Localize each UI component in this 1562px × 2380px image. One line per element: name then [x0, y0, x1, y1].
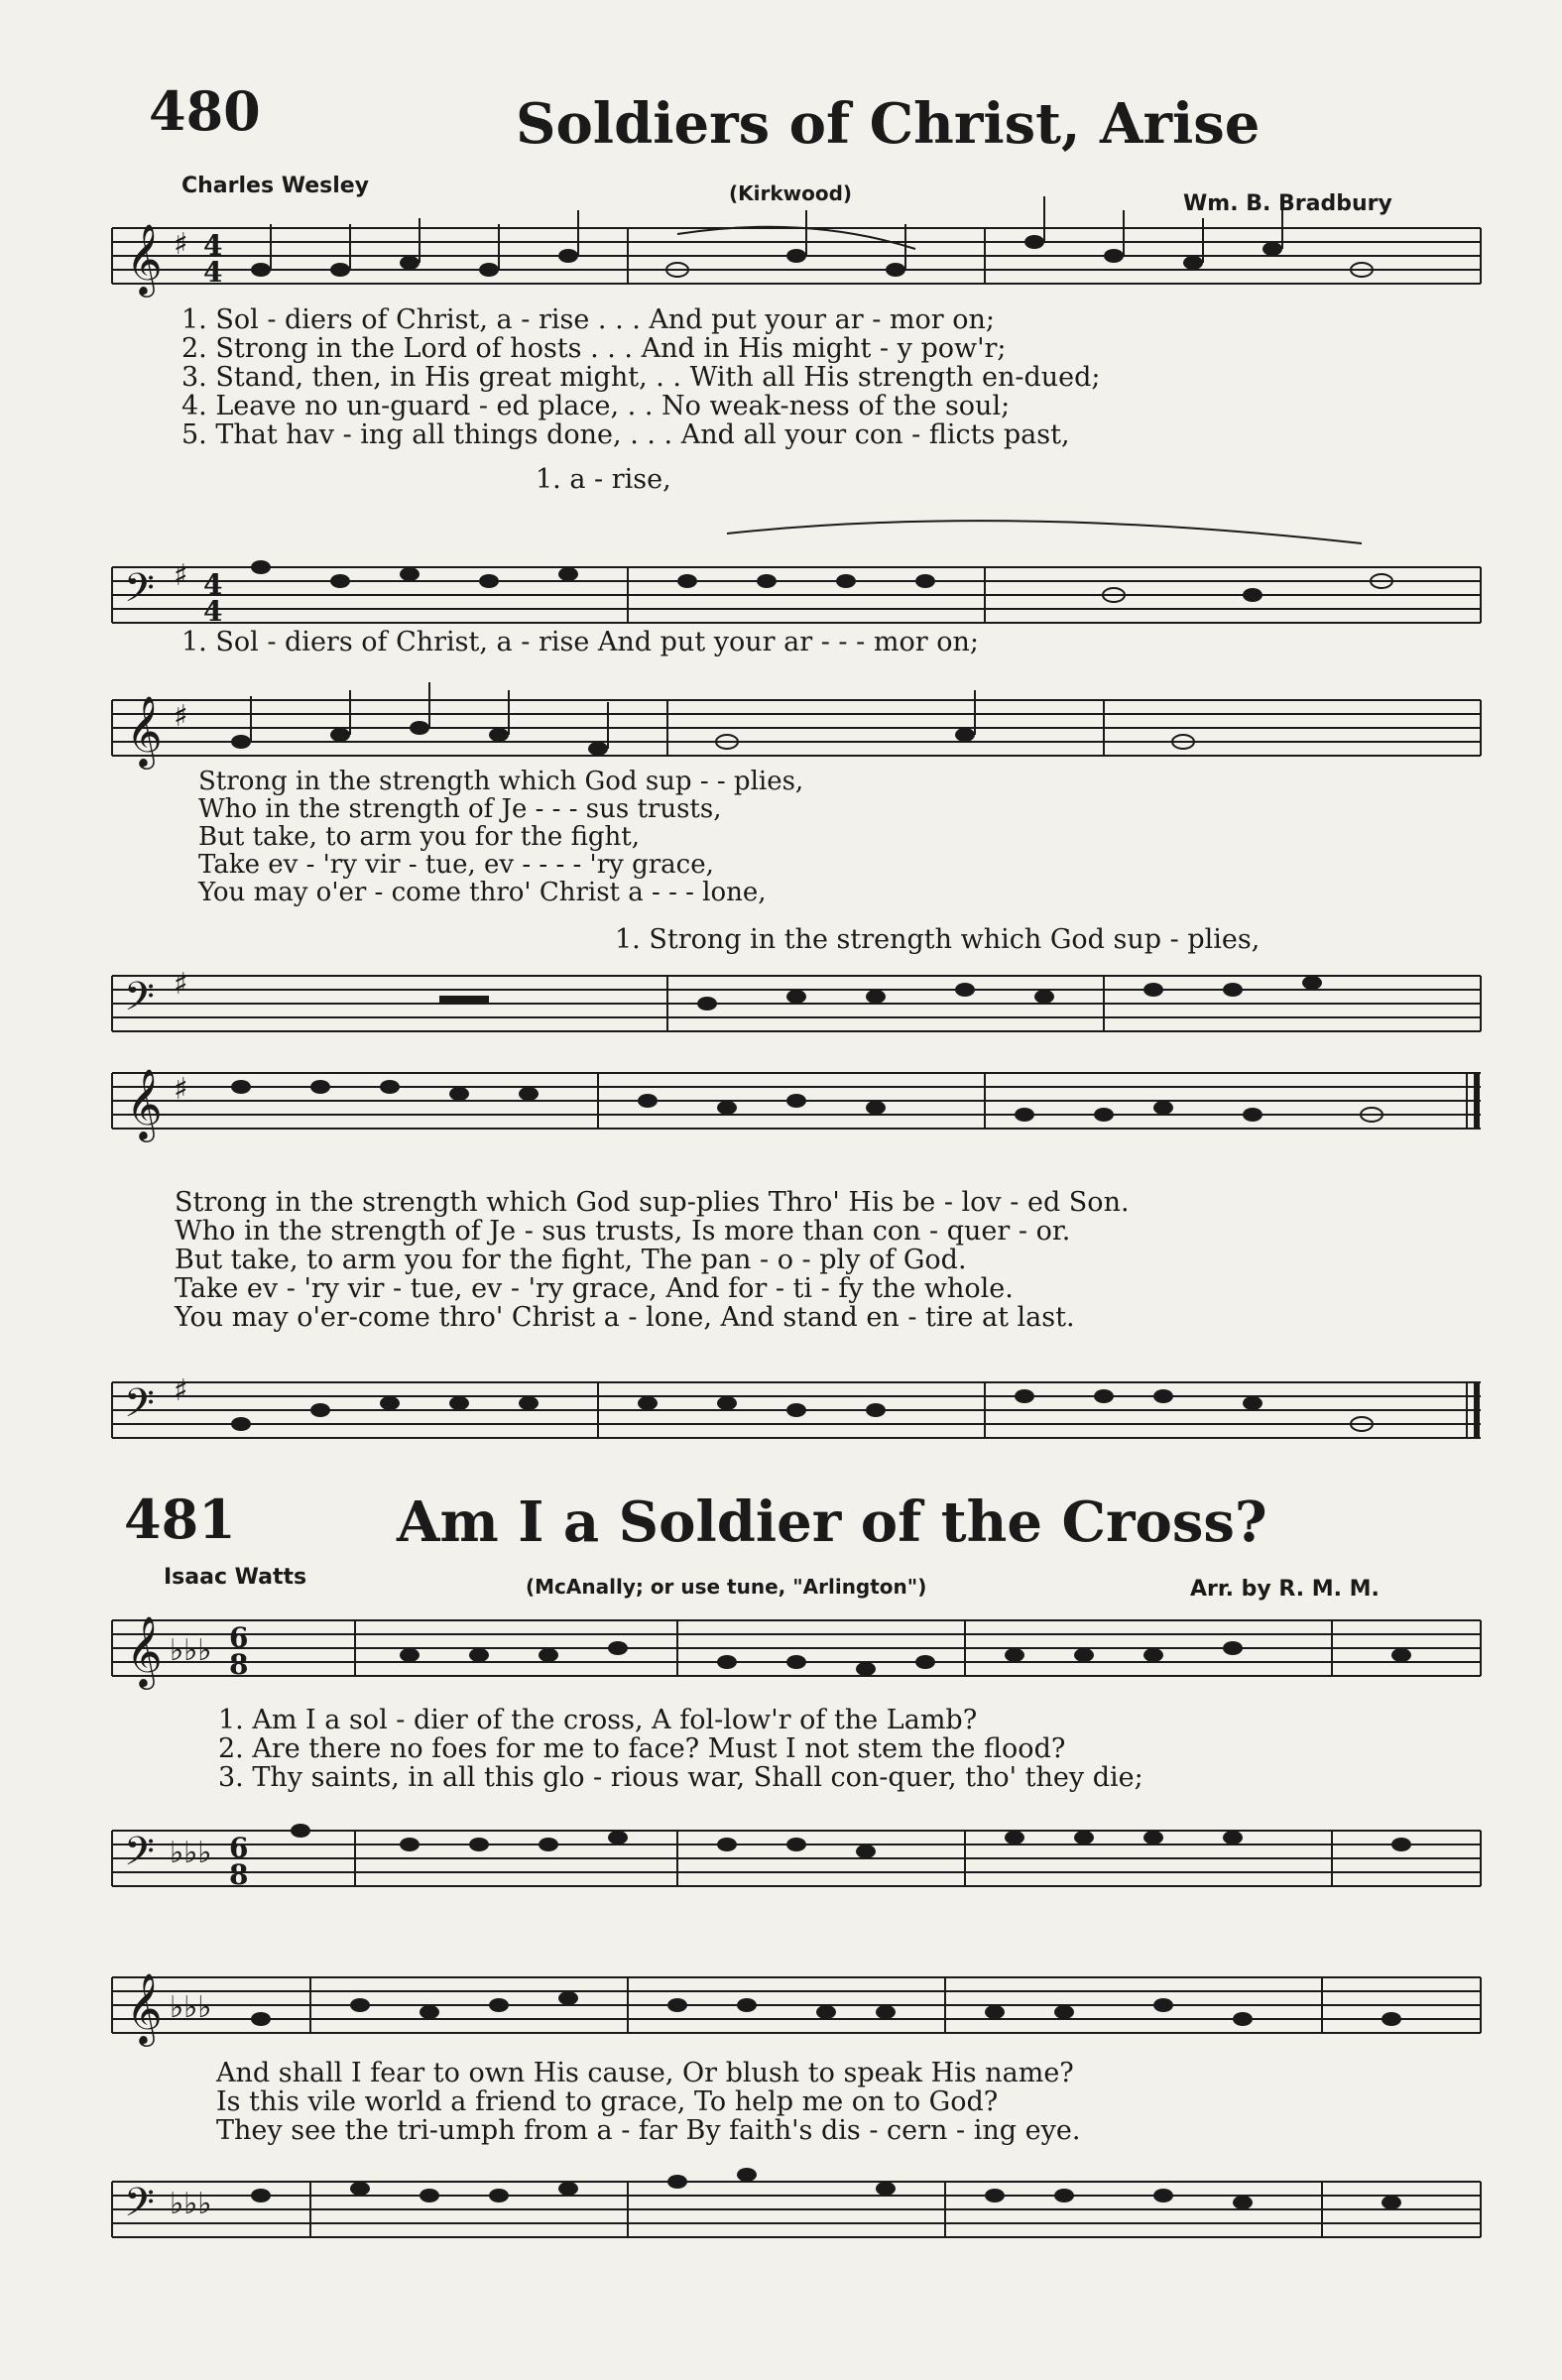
svg-text:♭♭♭: ♭♭♭	[170, 1633, 212, 1668]
verse-line: They see the tri-umph from a - far By faith's dis - cern - ing eye.	[216, 2115, 1081, 2146]
verse-line: Take ev - 'ry vir - tue, ev - - - - 'ry grace,	[198, 850, 714, 880]
lyricist-credit: Charles Wesley	[181, 174, 370, 198]
svg-text:𝄢: 𝄢	[124, 974, 155, 1029]
svg-text:♯: ♯	[174, 699, 188, 734]
treble-staff	[112, 1067, 1481, 1139]
verse-lyrics	[175, 1188, 1130, 1332]
bass-staff	[112, 1827, 1481, 1890]
svg-text:♭♭♭: ♭♭♭	[170, 1836, 212, 1870]
svg-text:𝄞: 𝄞	[126, 1614, 163, 1687]
hymn-title: Am I a Soldier of the Cross?	[397, 1489, 1267, 1555]
svg-text:𝄞: 𝄞	[126, 222, 163, 295]
svg-text:6: 6	[229, 1621, 249, 1654]
verse-line: Who in the strength of Je - sus trusts, Is more than con - quer - or.	[175, 1216, 1071, 1247]
tune-name: (McAnally; or use tune, "Arlington")	[526, 1575, 927, 1599]
verse-line: Take ev - 'ry vir - tue, ev - 'ry grace, And for - ti - fy the whole.	[175, 1273, 1014, 1304]
svg-text:4: 4	[203, 595, 223, 628]
composer-credit: Wm. B. Bradbury	[1183, 191, 1392, 216]
treble-staff	[112, 222, 1481, 295]
treble-staff	[112, 1971, 1481, 2044]
verse-line: 3. Thy saints, in all this glo - rious war, Shall con-quer, tho' they die;	[218, 1762, 1143, 1793]
svg-text:♯: ♯	[174, 967, 188, 1002]
verse-line: And shall I fear to own His cause, Or blush to speak His name?	[216, 2058, 1074, 2088]
verse-line: 2. Are there no foes for me to face? Must I not stem the flood?	[218, 1733, 1066, 1764]
tune-name: (Kirkwood)	[729, 181, 853, 205]
arranger-credit: Arr. by R. M. M.	[1190, 1577, 1380, 1602]
svg-text:6: 6	[229, 1832, 249, 1864]
svg-text:♭♭♭: ♭♭♭	[170, 1990, 212, 2025]
verse-lyrics	[198, 768, 803, 906]
hymn-number: 480	[149, 79, 261, 143]
svg-text:𝄢: 𝄢	[124, 565, 155, 621]
verse-lyrics	[181, 305, 1101, 449]
verse-line: 4. Leave no un-guard - ed place, . . No weak-ness of the soul;	[181, 391, 1011, 421]
verse-line: You may o'er-come thro' Christ a - lone, And stand en - tire at last.	[175, 1302, 1075, 1333]
verse-line: You may o'er - come thro' Christ a - - - lone,	[198, 878, 767, 907]
verse-line: Strong in the strength which God sup - - plies,	[198, 767, 804, 796]
svg-text:𝄢: 𝄢	[124, 1380, 155, 1436]
bass-staff	[112, 2178, 1481, 2241]
verse-line: Strong in the strength which God sup-plies Thro' His be - lov - ed Son.	[175, 1187, 1130, 1218]
svg-text:♭♭♭: ♭♭♭	[170, 2187, 212, 2221]
verse-line: 1. Am I a sol - dier of the cross, A fol-low'r of the Lamb?	[218, 1705, 978, 1735]
verse-line: 1. Sol - diers of Christ, a - rise . . . And put your ar - mor on;	[181, 304, 996, 335]
verse-line: Is this vile world a friend to grace, To help me on to God?	[216, 2086, 999, 2117]
svg-text:4: 4	[203, 568, 223, 601]
verse-line: 2. Strong in the Lord of hosts . . . And in His might - y pow'r;	[181, 333, 1007, 364]
bass-cue-lyric: 1. a - rise,	[536, 464, 671, 495]
svg-text:𝄢: 𝄢	[124, 1829, 155, 1884]
svg-text:𝄞: 𝄞	[126, 694, 163, 767]
verse-line: 5. That hav - ing all things done, . . . And all your con - flicts past,	[181, 419, 1070, 450]
hymn-number: 481	[124, 1488, 236, 1551]
svg-text:♯: ♯	[174, 1072, 188, 1107]
verse-lyrics	[216, 2059, 1080, 2145]
svg-text:4: 4	[203, 229, 223, 262]
svg-text:4: 4	[203, 256, 223, 289]
bass-staff	[112, 967, 1481, 1035]
bass-staff	[112, 1373, 1481, 1442]
bass-staff	[112, 558, 1481, 628]
under-bass-lyric: 1. Sol - diers of Christ, a - rise And put your ar - - - mor on;	[181, 627, 979, 657]
svg-text:♯: ♯	[174, 558, 188, 593]
verse-line: 3. Stand, then, in His great might, . . With all His strength en-dued;	[181, 362, 1101, 393]
svg-text:♯: ♯	[174, 1373, 188, 1408]
svg-text:𝄢: 𝄢	[124, 2180, 155, 2235]
svg-text:𝄞: 𝄞	[126, 1067, 163, 1139]
lyricist-credit: Isaac Watts	[164, 1565, 307, 1590]
treble-staff	[112, 694, 1481, 767]
svg-text:8: 8	[229, 1648, 249, 1681]
svg-text:𝄞: 𝄞	[126, 1971, 163, 2044]
verse-lyrics	[218, 1706, 1143, 1792]
svg-text:♯: ♯	[174, 227, 188, 262]
verse-line: Who in the strength of Je - - - sus trusts,	[198, 794, 722, 824]
bass-cue-lyric: 1. Strong in the strength which God sup - plies,	[615, 924, 1261, 955]
treble-staff	[112, 1614, 1481, 1687]
verse-line: But take, to arm you for the fight, The pan - o - ply of God.	[175, 1245, 967, 1275]
hymn-title: Soldiers of Christ, Arise	[516, 91, 1261, 157]
verse-line: But take, to arm you for the fight,	[198, 822, 641, 852]
svg-text:8: 8	[229, 1858, 249, 1891]
